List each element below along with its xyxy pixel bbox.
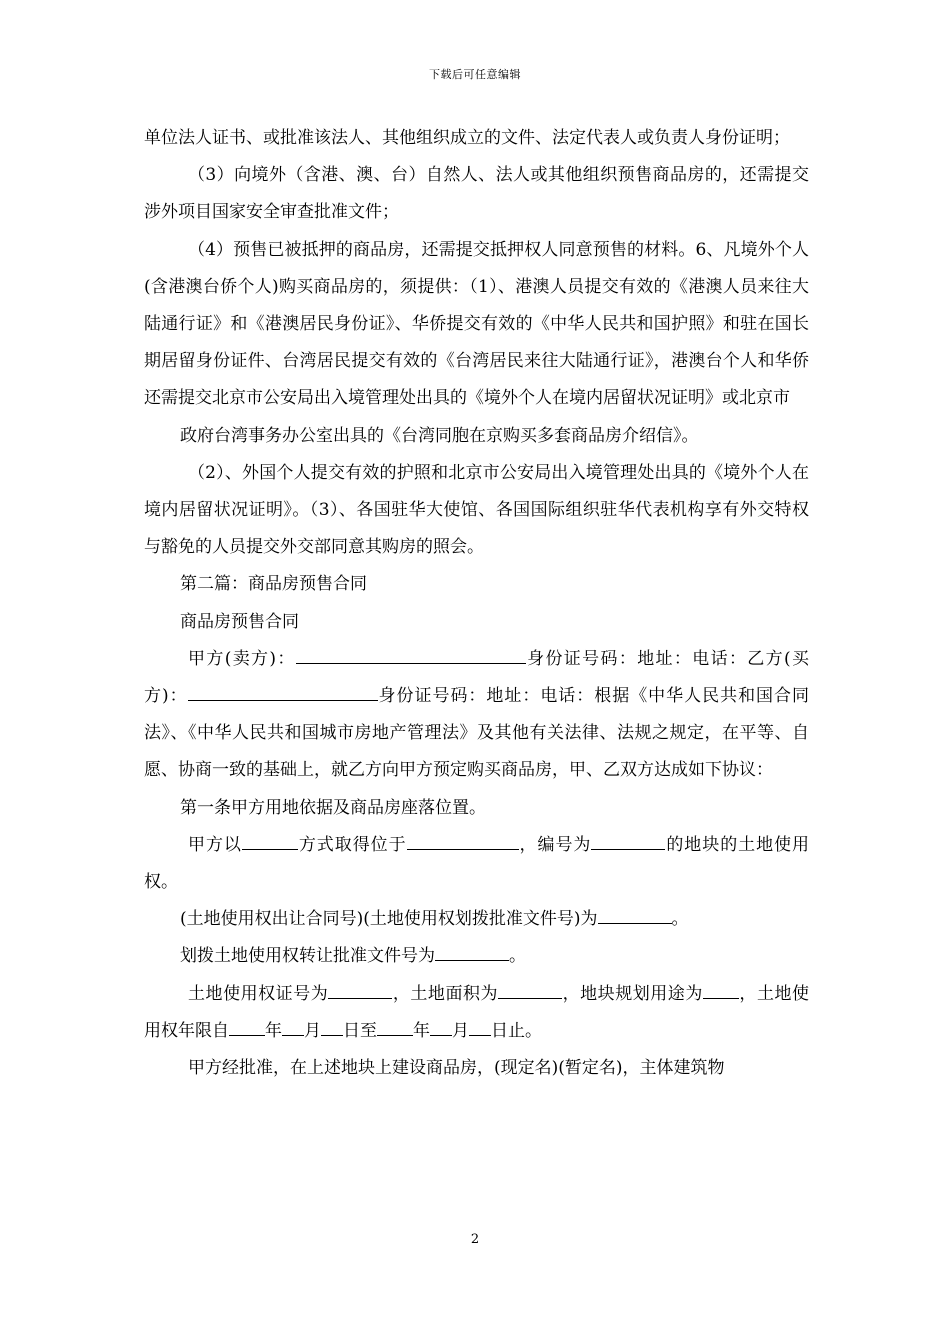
blank xyxy=(703,980,739,999)
paragraph: （2）、外国个人提交有效的护照和北京市公安局出入境管理处出具的《境外个人在境内居留状况证明》。（3）、各国驻华大使馆、各国国际组织驻华代表机构享有外交特权与豁免的人员提交外交部同意其购房的照会。 xyxy=(144,462,809,558)
land-info: 甲方以 方式取得位于 ，编号为 的地块的土地使用权。 xyxy=(144,827,809,901)
party-a-label: 甲方(卖方)： xyxy=(188,648,296,669)
page-number: 2 xyxy=(470,1232,480,1247)
blank xyxy=(229,1017,265,1036)
contract-number: (土地使用权出让合同号)(土地使用权划拨批准文件号)为 。 xyxy=(144,901,809,938)
blank xyxy=(321,1017,343,1036)
document-body xyxy=(144,120,809,1087)
section-title: 第二篇：商品房预售合同 xyxy=(180,574,367,595)
blank xyxy=(469,1017,491,1036)
party-b-blank xyxy=(188,682,378,701)
blank xyxy=(407,831,519,850)
blank xyxy=(598,905,672,924)
article-title: 第一条甲方用地依据及商品房座落位置。 xyxy=(180,797,486,818)
paragraph: （4）预售已被抵押的商品房，还需提交抵押权人同意预售的材料。6、凡境外个人(含港澳台侨个人)购买商品房的，须提供：（1）、港澳人员提交有效的《港澳人员来往大陆通行证》和《港澳居民身份证》、华侨提交有效的《中华人民共和国护照》和驻在国长期居留身份证件、台湾居民提交有效的《台湾居民来往大陆通行证》，港澳台个人和华侨还需提交北京市公安局出入境管理处出具的《境外个人在境内居留状况证明》或北京市 xyxy=(144,239,809,409)
blank xyxy=(435,942,509,961)
contract-parties: 甲方(卖方)： 身份证号码：地址：电话：乙方(买方)： 身份证号码：地址：电话：根据《中华人民共和国合同法》、《中华人民共和国城市房地产管理法》及其他有关法律、法规之规定，在平等、自愿、协商一致的基础上，就乙方向甲方预定购买商品房，甲、乙双方达成如下协议： xyxy=(144,641,809,790)
blank xyxy=(328,980,392,999)
paragraph: 政府台湾事务办公室出具的《台湾同胞在京购买多套商品房介绍信》。 xyxy=(180,425,699,446)
contract-title: 商品房预售合同 xyxy=(180,611,299,632)
download-note: 下载后可任意编辑 xyxy=(429,68,521,81)
blank xyxy=(498,980,562,999)
blank xyxy=(242,831,298,850)
paragraph: 单位法人证书、或批准该法人、其他组织成立的文件、法定代表人或负责人身份证明； xyxy=(144,128,790,148)
paragraph: 甲方经批准，在上述地块上建设商品房，(现定名)(暂定名)，主体建筑物 xyxy=(188,1058,725,1079)
blank xyxy=(377,1017,413,1036)
blank xyxy=(591,831,665,850)
party-a-blank xyxy=(296,645,526,664)
land-certificate: 土地使用权证号为 ，土地面积为 ，地块规划用途为 ，土地使用权年限自 年 月 日至 年 月 日止。 xyxy=(144,976,809,1050)
transfer-number: 划拨土地使用权转让批准文件号为 。 xyxy=(144,938,809,975)
paragraph: （3）向境外（含港、澳、台）自然人、法人或其他组织预售商品房的，还需提交涉外项目国家安全审查批准文件； xyxy=(144,165,809,223)
blank xyxy=(430,1017,452,1036)
blank xyxy=(282,1017,304,1036)
